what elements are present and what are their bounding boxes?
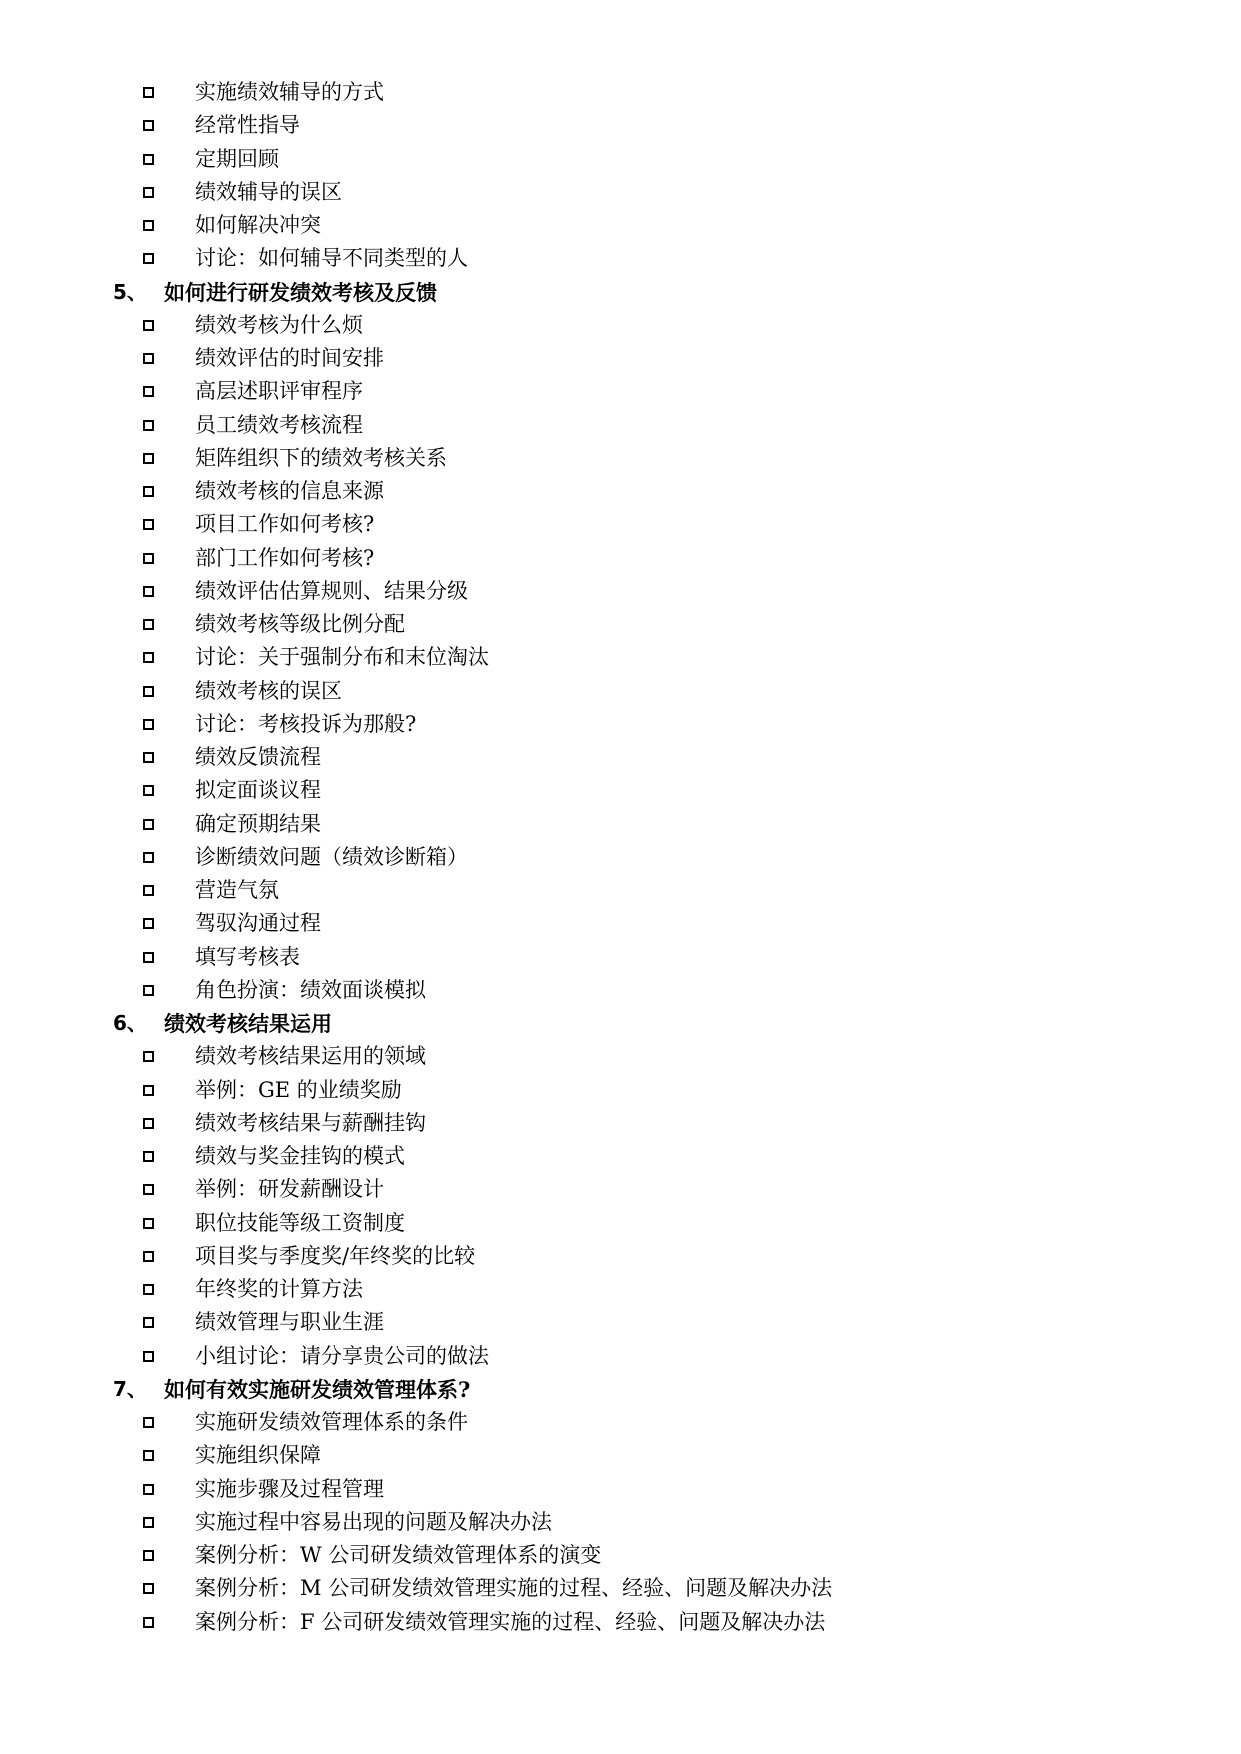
list-item-text: 角色扮演：绩效面谈模拟 [195,977,426,1002]
section-heading [0,1007,1241,1040]
section-title: 如何有效实施研发绩效管理体系? [164,1376,471,1402]
list-item-text: 确定预期结果 [195,811,321,836]
square-bullet-icon [143,1550,154,1561]
list-item-text: 实施绩效辅导的方式 [195,80,384,104]
list-item-text: 实施组织保障 [195,1443,321,1468]
list-item [0,508,1241,541]
square-bullet-icon [143,586,154,597]
list-item-text: 绩效考核为什么烦 [195,312,363,337]
list-item [0,974,1241,1007]
square-bullet-icon [143,453,154,464]
list-item [0,575,1241,608]
list-item [0,1107,1241,1140]
list-item [0,475,1241,508]
square-bullet-icon [143,619,154,630]
list-item-text: 绩效反馈流程 [195,745,321,769]
square-bullet-icon [143,1151,154,1162]
list-item-text: 员工绩效考核流程 [195,412,363,437]
square-bullet-icon [143,120,154,131]
square-bullet-icon [143,187,154,198]
list-item [0,1539,1241,1572]
list-item [0,774,1241,807]
list-item [0,1572,1241,1605]
list-item-text: 讨论：如何辅导不同类型的人 [195,246,468,271]
list-item [0,874,1241,907]
list-item [0,841,1241,874]
list-item-text: 举例：GE 的业绩奖励 [195,1077,402,1102]
square-bullet-icon [143,785,154,796]
list-item-text: 高层述职评审程序 [195,379,363,404]
square-bullet-icon [143,752,154,763]
section-number: 6、 [113,1011,147,1035]
list-item [0,907,1241,940]
document-outline [0,76,1241,1639]
list-item [0,309,1241,342]
square-bullet-icon [143,1051,154,1062]
list-item-text: 经常性指导 [195,113,300,138]
list-item [0,209,1241,242]
list-item [0,342,1241,375]
list-item [0,375,1241,408]
list-item-text: 职位技能等级工资制度 [195,1210,405,1235]
list-item [0,1340,1241,1373]
square-bullet-icon [143,1484,154,1495]
list-item-text: 如何解决冲突 [195,213,321,237]
section-title: 绩效考核结果运用 [164,1011,332,1036]
list-item [0,1040,1241,1073]
list-item [0,442,1241,475]
square-bullet-icon [143,1417,154,1428]
square-bullet-icon [143,553,154,564]
list-item-text: 诊断绩效问题（绩效诊断箱） [195,844,468,869]
square-bullet-icon [143,719,154,730]
list-item [0,1306,1241,1339]
square-bullet-icon [143,852,154,863]
list-item-text: 定期回顾 [195,146,279,171]
list-item [0,1606,1241,1639]
list-item-text: 绩效考核的误区 [195,678,342,703]
list-item-text: 项目奖与季度奖/年终奖的比较 [195,1243,476,1268]
list-item [0,1506,1241,1539]
list-item [0,941,1241,974]
list-item [0,1074,1241,1107]
square-bullet-icon [143,1118,154,1129]
list-item-text: 部门工作如何考核? [195,545,375,570]
list-item-text: 拟定面谈议程 [195,778,321,803]
square-bullet-icon [143,985,154,996]
list-item-text: 实施研发绩效管理体系的条件 [195,1410,468,1434]
square-bullet-icon [143,1351,154,1362]
list-item-text: 举例：研发薪酬设计 [195,1177,384,1202]
list-item [0,1140,1241,1173]
section-heading [0,276,1241,309]
list-item-text: 绩效考核结果与薪酬挂钩 [195,1110,426,1135]
list-item [0,1473,1241,1506]
list-item-text: 案例分析：M 公司研发绩效管理实施的过程、经验、问题及解决办法 [195,1576,833,1601]
list-item [0,1173,1241,1206]
square-bullet-icon [143,1617,154,1628]
section-title: 如何进行研发绩效考核及反馈 [164,279,437,305]
list-item [0,1207,1241,1240]
list-item-text: 绩效评估估算规则、结果分级 [195,578,468,603]
list-item-text: 驾驭沟通过程 [195,911,321,936]
list-item-text: 绩效考核等级比例分配 [195,612,405,636]
list-item [0,608,1241,641]
list-item-text: 绩效与奖金挂钩的模式 [195,1144,405,1168]
list-item [0,708,1241,741]
square-bullet-icon [143,652,154,663]
square-bullet-icon [143,918,154,929]
list-item [0,542,1241,575]
square-bullet-icon [143,1184,154,1195]
square-bullet-icon [143,1450,154,1461]
square-bullet-icon [143,320,154,331]
square-bullet-icon [143,1251,154,1262]
square-bullet-icon [143,519,154,530]
list-item-text: 营造气氛 [195,878,279,902]
section-number: 5、 [113,279,147,304]
list-item-text: 案例分析：W 公司研发绩效管理体系的演变 [195,1543,602,1567]
list-item-text: 矩阵组织下的绩效考核关系 [195,445,447,470]
square-bullet-icon [143,420,154,431]
list-item [0,1439,1241,1472]
list-item-text: 实施步骤及过程管理 [195,1476,384,1501]
list-item-text: 绩效辅导的误区 [195,179,342,204]
list-item [0,242,1241,275]
list-item-text: 绩效考核的信息来源 [195,479,384,503]
square-bullet-icon [143,1517,154,1528]
list-item-text: 绩效管理与职业生涯 [195,1310,384,1335]
square-bullet-icon [143,819,154,830]
list-item [0,76,1241,109]
list-item-text: 填写考核表 [195,944,300,969]
square-bullet-icon [143,1085,154,1096]
square-bullet-icon [143,353,154,364]
list-item-text: 绩效评估的时间安排 [195,346,384,370]
square-bullet-icon [143,1218,154,1229]
section-heading [0,1373,1241,1406]
list-item-text: 案例分析：F 公司研发绩效管理实施的过程、经验、问题及解决办法 [195,1609,826,1634]
square-bullet-icon [143,486,154,497]
square-bullet-icon [143,1583,154,1594]
list-item [0,808,1241,841]
list-item [0,109,1241,142]
section-number: 7、 [113,1376,147,1401]
list-item-text: 绩效考核结果运用的领域 [195,1044,426,1069]
square-bullet-icon [143,386,154,397]
list-item [0,741,1241,774]
list-item [0,1273,1241,1306]
list-item-text: 年终奖的计算方法 [195,1277,363,1301]
list-item [0,409,1241,442]
list-item [0,675,1241,708]
square-bullet-icon [143,1284,154,1295]
list-item [0,176,1241,209]
square-bullet-icon [143,220,154,231]
square-bullet-icon [143,952,154,963]
list-item [0,1406,1241,1439]
square-bullet-icon [143,253,154,264]
square-bullet-icon [143,87,154,98]
list-item-text: 讨论：关于强制分布和末位淘汰 [195,645,489,670]
list-item-text: 讨论：考核投诉为那般? [195,711,417,736]
square-bullet-icon [143,686,154,697]
square-bullet-icon [143,885,154,896]
square-bullet-icon [143,154,154,165]
list-item-text: 实施过程中容易出现的问题及解决办法 [195,1509,552,1534]
list-item [0,1240,1241,1273]
list-item [0,143,1241,176]
square-bullet-icon [143,1317,154,1328]
list-item [0,641,1241,674]
list-item-text: 小组讨论：请分享贵公司的做法 [195,1343,489,1368]
list-item-text: 项目工作如何考核? [195,512,375,537]
